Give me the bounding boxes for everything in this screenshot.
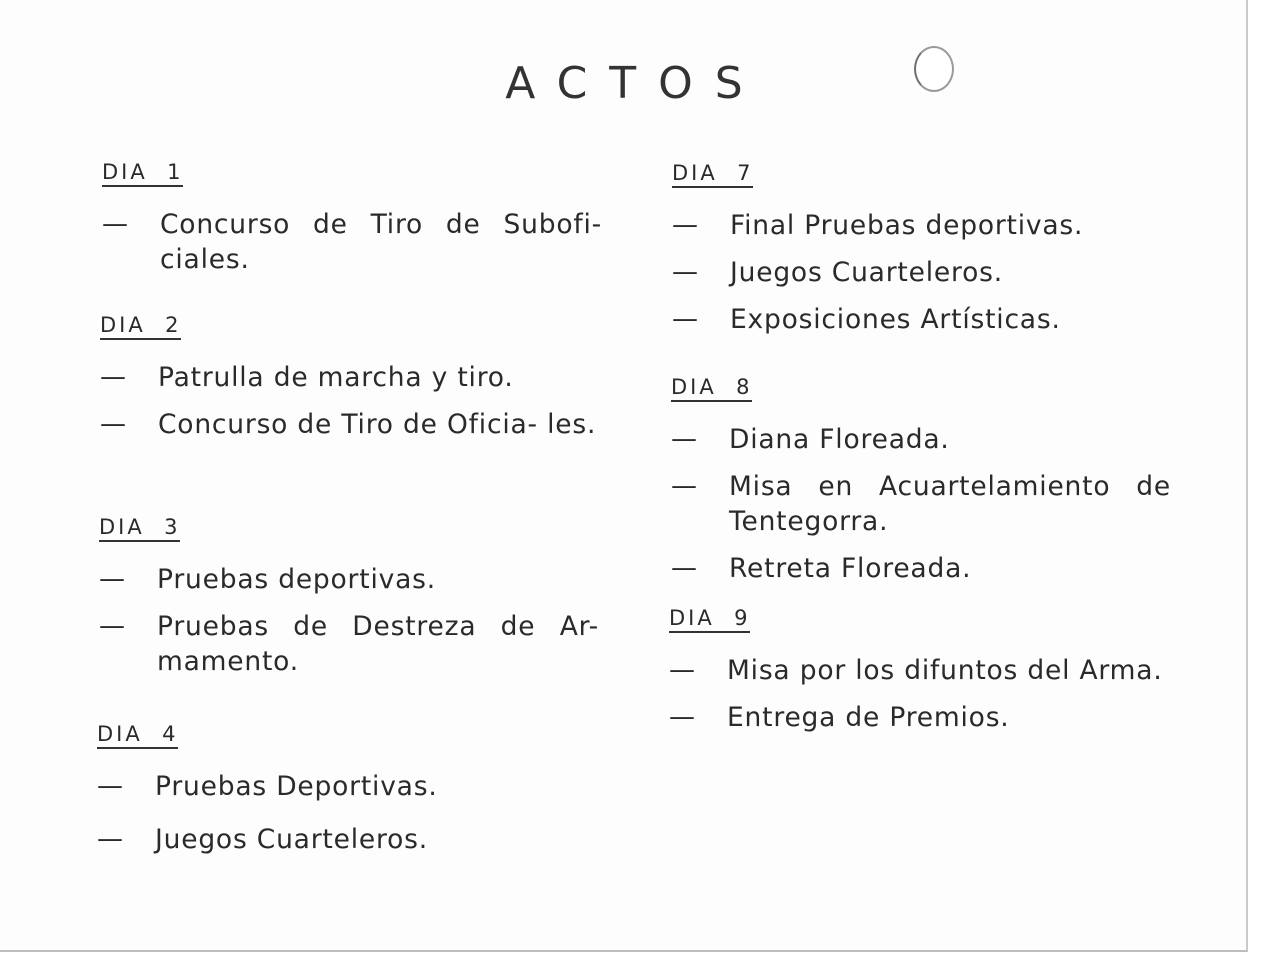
list-item	[669, 653, 1169, 688]
list-item	[672, 255, 1172, 290]
list-item	[672, 208, 1172, 243]
day-section-3	[99, 515, 599, 679]
item-text: Misa por los difuntos del Arma.	[727, 655, 1163, 686]
item-text: Concurso de Tiro de Oficia- les.	[158, 409, 597, 440]
item-text: Misa en Acuartelamiento de Tentegorra.	[729, 471, 1171, 537]
day-section-1	[102, 160, 602, 277]
list-item	[100, 407, 600, 442]
dash: —	[671, 424, 698, 454]
item-text: Pruebas Deportivas.	[155, 771, 438, 802]
item-text: Entrega de Premios.	[727, 702, 1010, 733]
item-text: Concurso de Tiro de Subofi- ciales.	[160, 209, 602, 275]
day-heading: DIA 3	[99, 515, 180, 542]
item-text: Patrulla de marcha y tiro.	[158, 362, 514, 393]
dash: —	[102, 209, 129, 239]
list-item	[669, 700, 1169, 735]
list-item	[671, 551, 1171, 586]
dash: —	[97, 771, 124, 801]
day-heading: DIA 4	[97, 722, 178, 749]
dash: —	[671, 471, 698, 501]
dash: —	[100, 362, 127, 392]
page-title: ACTOS	[505, 58, 765, 109]
dash: —	[671, 553, 698, 583]
dash: —	[669, 702, 696, 732]
dash: —	[99, 611, 126, 641]
list-item	[97, 822, 597, 857]
dash: —	[99, 564, 126, 594]
dash: —	[672, 210, 699, 240]
day-section-2	[100, 313, 600, 442]
list-item	[671, 469, 1171, 539]
dash: —	[669, 655, 696, 685]
item-text: Juegos Cuarteleros.	[730, 257, 1003, 288]
day-heading: DIA 8	[671, 375, 752, 402]
dash: —	[100, 409, 127, 439]
item-text: Final Pruebas deportivas.	[730, 210, 1084, 241]
item-text: Pruebas deportivas.	[157, 564, 436, 595]
item-text: Diana Floreada.	[729, 424, 950, 455]
list-item	[671, 422, 1171, 457]
item-text: Exposiciones Artísticas.	[730, 304, 1061, 335]
item-text: Retreta Floreada.	[729, 553, 972, 584]
dash: —	[672, 304, 699, 334]
day-heading: DIA 7	[672, 161, 753, 188]
list-item	[672, 302, 1172, 337]
day-section-8	[671, 375, 1171, 586]
list-item	[99, 562, 599, 597]
list-item	[99, 609, 599, 679]
dash: —	[672, 257, 699, 287]
day-heading: DIA 9	[669, 606, 750, 633]
item-text: Pruebas de Destreza de Ar- mamento.	[157, 611, 599, 677]
list-item	[102, 207, 602, 277]
dash: —	[97, 824, 124, 854]
day-section-7	[672, 161, 1172, 337]
list-item	[97, 769, 597, 804]
day-heading: DIA 1	[102, 160, 183, 187]
day-section-9	[669, 606, 1169, 735]
day-section-4	[97, 722, 597, 857]
day-heading: DIA 2	[100, 313, 181, 340]
item-text: Juegos Cuarteleros.	[155, 824, 428, 855]
list-item	[100, 360, 600, 395]
